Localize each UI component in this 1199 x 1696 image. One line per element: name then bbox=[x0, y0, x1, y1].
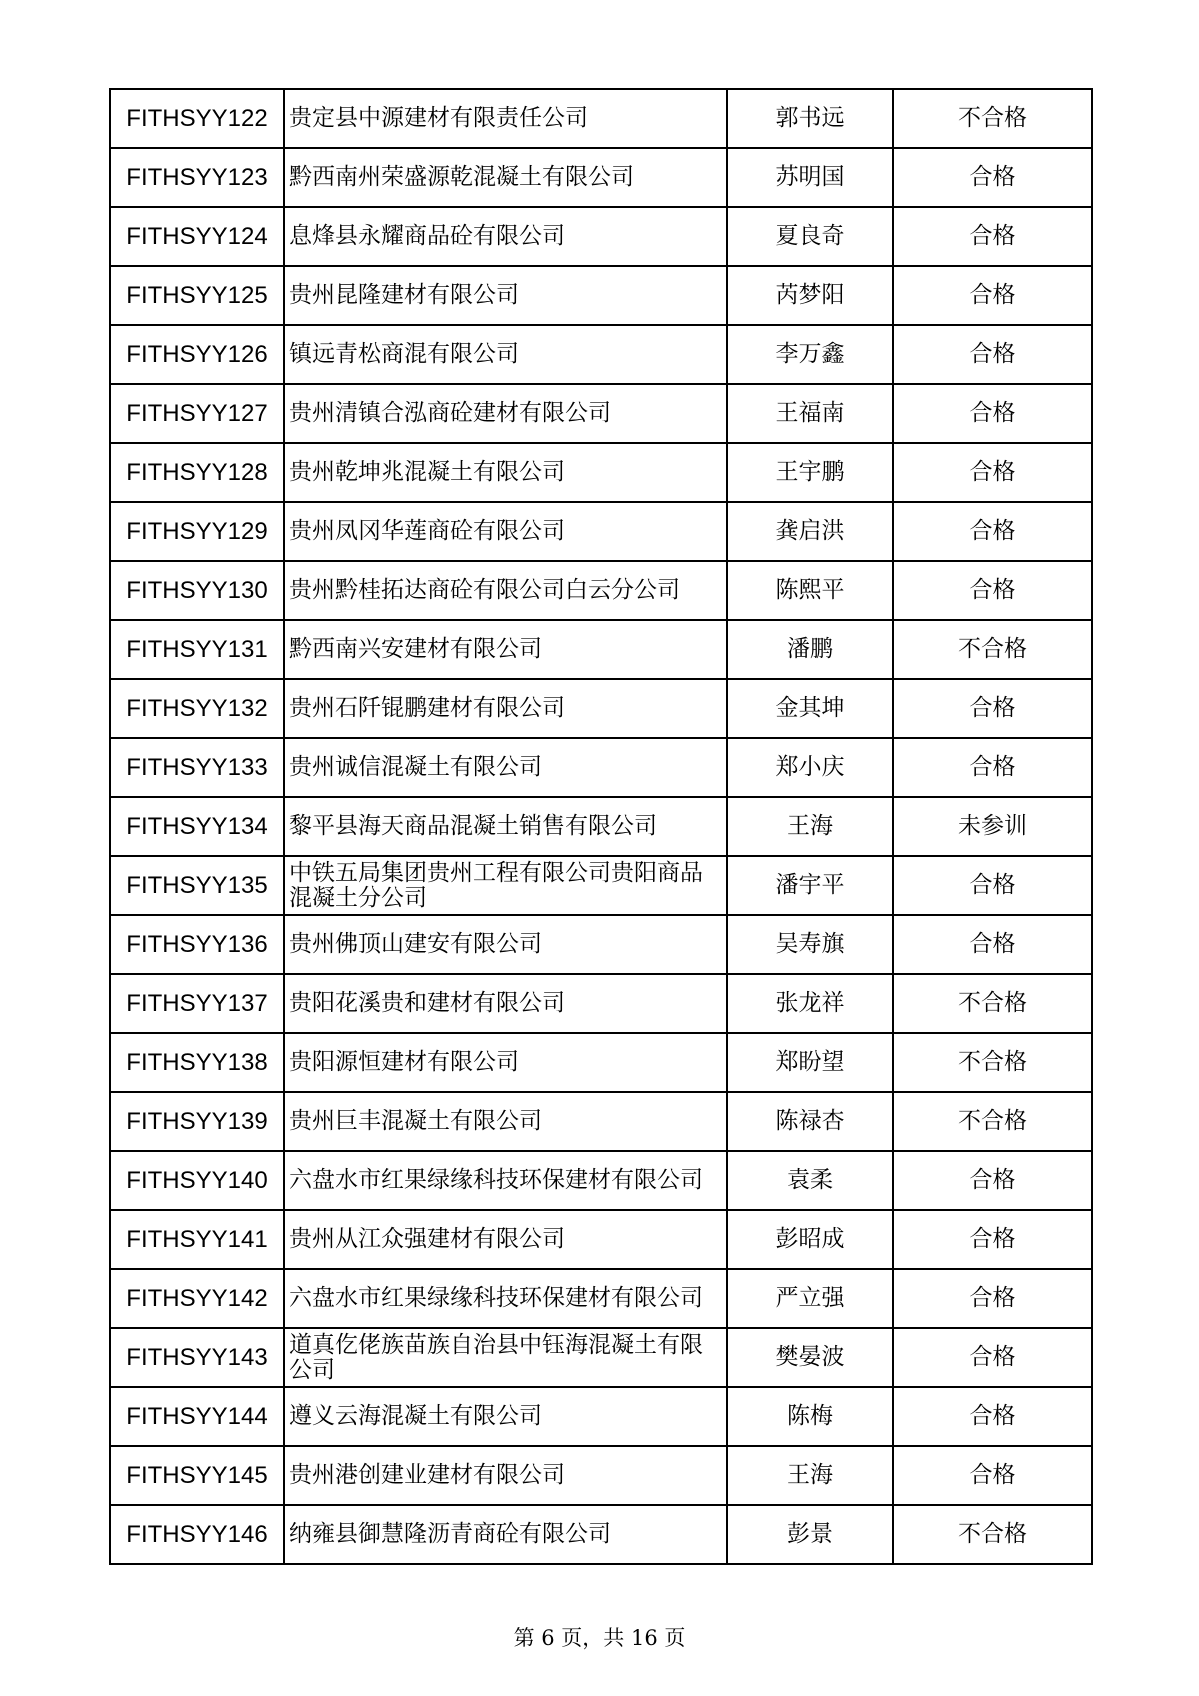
registration-id-cell: FITHSYY134 bbox=[110, 797, 284, 856]
company-name-cell: 贵州清镇合泓商砼建材有限公司 bbox=[284, 384, 727, 443]
result-status-cell: 合格 bbox=[893, 207, 1092, 266]
result-status-cell: 合格 bbox=[893, 325, 1092, 384]
result-status-cell: 合格 bbox=[893, 915, 1092, 974]
company-name-cell: 纳雍县御慧隆沥青商砼有限公司 bbox=[284, 1505, 727, 1564]
table-row bbox=[110, 384, 1092, 443]
company-name-cell: 贵州乾坤兆混凝土有限公司 bbox=[284, 443, 727, 502]
person-name-cell: 彭昭成 bbox=[727, 1210, 893, 1269]
company-name-cell: 贵州巨丰混凝土有限公司 bbox=[284, 1092, 727, 1151]
table-row bbox=[110, 1033, 1092, 1092]
table-row bbox=[110, 738, 1092, 797]
person-name-cell: 王宇鹏 bbox=[727, 443, 893, 502]
company-name-cell: 遵义云海混凝土有限公司 bbox=[284, 1387, 727, 1446]
company-name-cell: 黎平县海天商品混凝土销售有限公司 bbox=[284, 797, 727, 856]
result-status-cell: 合格 bbox=[893, 679, 1092, 738]
person-name-cell: 王福南 bbox=[727, 384, 893, 443]
person-name-cell: 金其坤 bbox=[727, 679, 893, 738]
registration-id-cell: FITHSYY130 bbox=[110, 561, 284, 620]
table-row bbox=[110, 1092, 1092, 1151]
result-status-cell: 不合格 bbox=[893, 974, 1092, 1033]
company-name-cell: 贵州凤冈华莲商砼有限公司 bbox=[284, 502, 727, 561]
company-name-cell: 六盘水市红果绿缘科技环保建材有限公司 bbox=[284, 1269, 727, 1328]
company-name-cell: 贵阳源恒建材有限公司 bbox=[284, 1033, 727, 1092]
table-row bbox=[110, 1269, 1092, 1328]
table-row bbox=[110, 502, 1092, 561]
result-status-cell: 合格 bbox=[893, 148, 1092, 207]
result-status-cell: 合格 bbox=[893, 1151, 1092, 1210]
registration-id-cell: FITHSYY127 bbox=[110, 384, 284, 443]
registration-id-cell: FITHSYY124 bbox=[110, 207, 284, 266]
person-name-cell: 夏良奇 bbox=[727, 207, 893, 266]
table-row bbox=[110, 1210, 1092, 1269]
table-row bbox=[110, 148, 1092, 207]
result-status-cell: 合格 bbox=[893, 856, 1092, 915]
result-status-cell: 合格 bbox=[893, 1387, 1092, 1446]
table-row bbox=[110, 915, 1092, 974]
registration-id-cell: FITHSYY135 bbox=[110, 856, 284, 915]
person-name-cell: 郑盼望 bbox=[727, 1033, 893, 1092]
result-status-cell: 合格 bbox=[893, 561, 1092, 620]
result-status-cell: 合格 bbox=[893, 738, 1092, 797]
company-name-cell: 贵州港创建业建材有限公司 bbox=[284, 1446, 727, 1505]
company-name-cell: 贵州昆隆建材有限公司 bbox=[284, 266, 727, 325]
person-name-cell: 樊晏波 bbox=[727, 1328, 893, 1387]
company-name-cell: 息烽县永耀商品砼有限公司 bbox=[284, 207, 727, 266]
company-name-cell: 贵阳花溪贵和建材有限公司 bbox=[284, 974, 727, 1033]
table-row bbox=[110, 325, 1092, 384]
company-name-cell: 贵州从江众强建材有限公司 bbox=[284, 1210, 727, 1269]
registration-id-cell: FITHSYY122 bbox=[110, 89, 284, 148]
company-name-cell: 贵州诚信混凝土有限公司 bbox=[284, 738, 727, 797]
table-row bbox=[110, 797, 1092, 856]
result-status-cell: 合格 bbox=[893, 443, 1092, 502]
registration-id-cell: FITHSYY145 bbox=[110, 1446, 284, 1505]
result-status-cell: 合格 bbox=[893, 1328, 1092, 1387]
table-row bbox=[110, 207, 1092, 266]
person-name-cell: 郑小庆 bbox=[727, 738, 893, 797]
result-status-cell: 不合格 bbox=[893, 620, 1092, 679]
company-name-cell: 黔西南州荣盛源乾混凝土有限公司 bbox=[284, 148, 727, 207]
table-row bbox=[110, 679, 1092, 738]
registration-id-cell: FITHSYY139 bbox=[110, 1092, 284, 1151]
person-name-cell: 苏明国 bbox=[727, 148, 893, 207]
person-name-cell: 吴寿旗 bbox=[727, 915, 893, 974]
person-name-cell: 陈梅 bbox=[727, 1387, 893, 1446]
result-status-cell: 合格 bbox=[893, 266, 1092, 325]
registration-id-cell: FITHSYY129 bbox=[110, 502, 284, 561]
table-body bbox=[110, 89, 1092, 1564]
table-row bbox=[110, 1446, 1092, 1505]
table-row bbox=[110, 1505, 1092, 1564]
result-status-cell: 合格 bbox=[893, 502, 1092, 561]
table-row bbox=[110, 856, 1092, 915]
registration-id-cell: FITHSYY137 bbox=[110, 974, 284, 1033]
table-row bbox=[110, 620, 1092, 679]
person-name-cell: 李万鑫 bbox=[727, 325, 893, 384]
person-name-cell: 袁柔 bbox=[727, 1151, 893, 1210]
result-status-cell: 合格 bbox=[893, 1269, 1092, 1328]
registration-id-cell: FITHSYY146 bbox=[110, 1505, 284, 1564]
person-name-cell: 陈熙平 bbox=[727, 561, 893, 620]
result-status-cell: 未参训 bbox=[893, 797, 1092, 856]
result-status-cell: 合格 bbox=[893, 1446, 1092, 1505]
person-name-cell: 张龙祥 bbox=[727, 974, 893, 1033]
result-status-cell: 不合格 bbox=[893, 89, 1092, 148]
table-row bbox=[110, 1151, 1092, 1210]
registration-id-cell: FITHSYY140 bbox=[110, 1151, 284, 1210]
registration-id-cell: FITHSYY141 bbox=[110, 1210, 284, 1269]
person-name-cell: 彭景 bbox=[727, 1505, 893, 1564]
person-name-cell: 潘鹏 bbox=[727, 620, 893, 679]
registration-id-cell: FITHSYY133 bbox=[110, 738, 284, 797]
table-row bbox=[110, 89, 1092, 148]
person-name-cell: 王海 bbox=[727, 797, 893, 856]
registration-id-cell: FITHSYY142 bbox=[110, 1269, 284, 1328]
table-row bbox=[110, 561, 1092, 620]
company-name-cell: 贵州佛顶山建安有限公司 bbox=[284, 915, 727, 974]
registration-id-cell: FITHSYY144 bbox=[110, 1387, 284, 1446]
registration-id-cell: FITHSYY132 bbox=[110, 679, 284, 738]
table-row bbox=[110, 974, 1092, 1033]
registration-id-cell: FITHSYY126 bbox=[110, 325, 284, 384]
registration-id-cell: FITHSYY136 bbox=[110, 915, 284, 974]
table-row bbox=[110, 443, 1092, 502]
company-name-cell: 中铁五局集团贵州工程有限公司贵阳商品混凝土分公司 bbox=[284, 856, 727, 915]
page-footer: 第 6 页，共 16 页 bbox=[513, 1626, 686, 1650]
person-name-cell: 潘宇平 bbox=[727, 856, 893, 915]
company-name-cell: 道真仡佬族苗族自治县中钰海混凝土有限公司 bbox=[284, 1328, 727, 1387]
person-name-cell: 芮梦阳 bbox=[727, 266, 893, 325]
person-name-cell: 龚启洪 bbox=[727, 502, 893, 561]
company-name-cell: 六盘水市红果绿缘科技环保建材有限公司 bbox=[284, 1151, 727, 1210]
registration-id-cell: FITHSYY125 bbox=[110, 266, 284, 325]
result-status-cell: 不合格 bbox=[893, 1092, 1092, 1151]
company-name-cell: 镇远青松商混有限公司 bbox=[284, 325, 727, 384]
table-row bbox=[110, 1387, 1092, 1446]
table-row bbox=[110, 266, 1092, 325]
person-name-cell: 郭书远 bbox=[727, 89, 893, 148]
person-name-cell: 王海 bbox=[727, 1446, 893, 1505]
company-name-cell: 贵定县中源建材有限责任公司 bbox=[284, 89, 727, 148]
result-status-cell: 不合格 bbox=[893, 1505, 1092, 1564]
result-status-cell: 不合格 bbox=[893, 1033, 1092, 1092]
registration-id-cell: FITHSYY131 bbox=[110, 620, 284, 679]
result-status-cell: 合格 bbox=[893, 384, 1092, 443]
result-status-cell: 合格 bbox=[893, 1210, 1092, 1269]
company-name-cell: 贵州石阡锟鹏建材有限公司 bbox=[284, 679, 727, 738]
results-table bbox=[109, 88, 1093, 1565]
registration-id-cell: FITHSYY128 bbox=[110, 443, 284, 502]
registration-id-cell: FITHSYY138 bbox=[110, 1033, 284, 1092]
person-name-cell: 严立强 bbox=[727, 1269, 893, 1328]
person-name-cell: 陈禄杏 bbox=[727, 1092, 893, 1151]
registration-id-cell: FITHSYY143 bbox=[110, 1328, 284, 1387]
company-name-cell: 黔西南兴安建材有限公司 bbox=[284, 620, 727, 679]
table-row bbox=[110, 1328, 1092, 1387]
company-name-cell: 贵州黔桂拓达商砼有限公司白云分公司 bbox=[284, 561, 727, 620]
registration-id-cell: FITHSYY123 bbox=[110, 148, 284, 207]
